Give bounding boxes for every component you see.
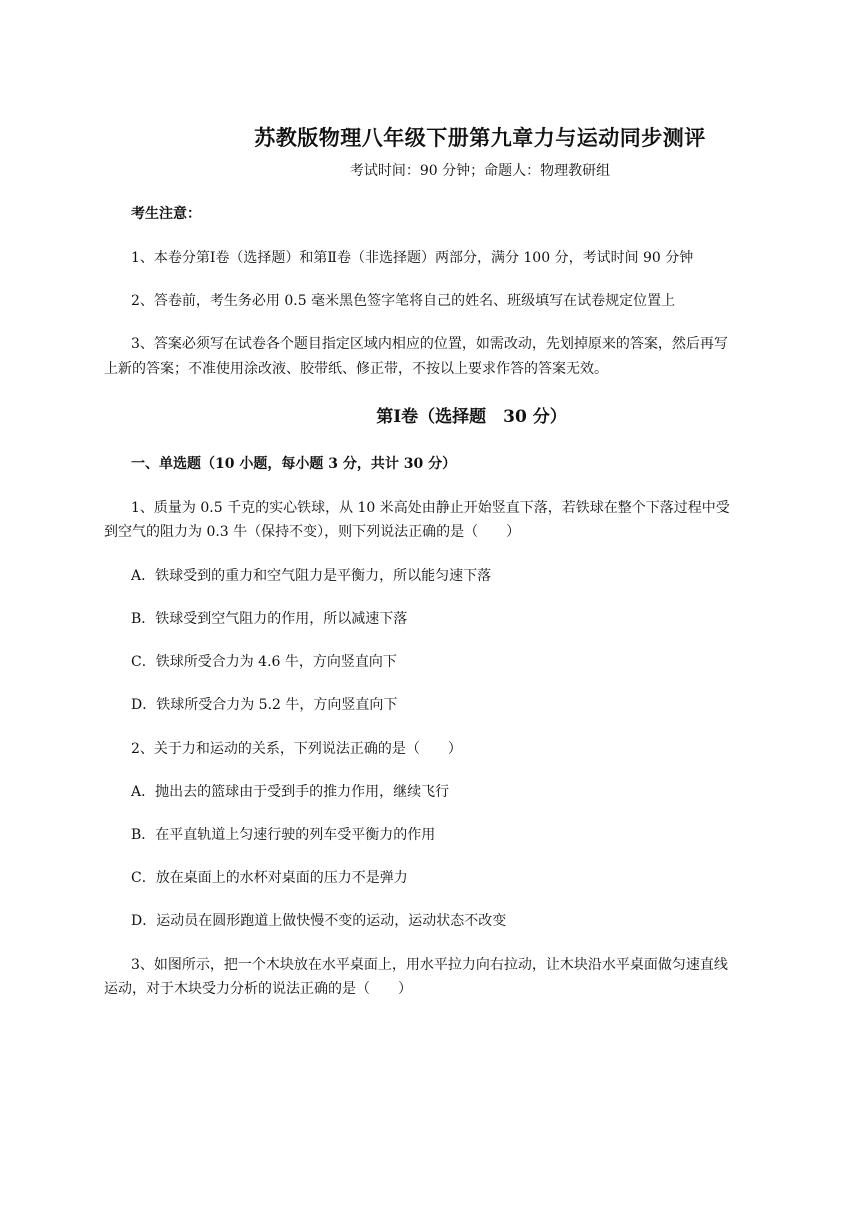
question-2-option-b: B．在平直轨道上匀速行驶的列车受平衡力的作用 xyxy=(131,827,436,843)
exam-subtitle: 考试时间：90 分钟；命题人：物理教研组 xyxy=(349,163,611,179)
notice-heading: 考生注意： xyxy=(131,206,201,222)
part-heading: 一、单选题（10 小题，每小题 3 分，共计 30 分） xyxy=(131,456,457,472)
question-1-stem-line-1: 1、质量为 0.5 千克的实心铁球，从 10 米高处由静止开始竖直下落，若铁球在整个下落过程中受 xyxy=(131,500,730,516)
notice-item-3-continued: 上新的答案；不准使用涂改液、胶带纸、修正带，不按以上要求作答的答案无效。 xyxy=(104,361,608,377)
notice-item-3: 3、答案必须写在试卷各个题目指定区域内相应的位置，如需改动，先划掉原来的答案，然后再写 xyxy=(131,336,728,352)
question-2-option-d: D．运动员在圆形跑道上做快慢不变的运动，运动状态不改变 xyxy=(131,913,507,929)
notice-item-1: 1、本卷分第Ⅰ卷（选择题）和第Ⅱ卷（非选择题）两部分，满分 100 分，考试时间 90 分钟 xyxy=(131,250,694,266)
question-1-option-c: C．铁球所受合力为 4.6 牛，方向竖直向下 xyxy=(131,654,397,670)
question-1-option-b: B．铁球受到空气阻力的作用，所以减速下落 xyxy=(131,611,408,627)
question-1-option-d: D．铁球所受合力为 5.2 牛，方向竖直向下 xyxy=(131,697,398,713)
question-1-stem-line-2: 到空气的阻力为 0.3 牛（保持不变），则下列说法正确的是（ ） xyxy=(104,524,521,540)
question-1-option-a: A．铁球受到的重力和空气阻力是平衡力，所以能匀速下落 xyxy=(131,568,492,584)
question-3-stem-line-2: 运动，对于木块受力分析的说法正确的是（ ） xyxy=(104,981,412,997)
section-title: 第Ⅰ卷（选择题 30 分） xyxy=(376,407,567,427)
question-2-option-c: C．放在桌面上的水杯对桌面的压力不是弹力 xyxy=(131,870,408,886)
question-2-option-a: A．抛出去的篮球由于受到手的推力作用，继续飞行 xyxy=(131,784,450,800)
question-2-stem: 2、关于力和运动的关系，下列说法正确的是（ ） xyxy=(131,741,462,757)
exam-title: 苏教版物理八年级下册第九章力与运动同步测评 xyxy=(254,125,706,150)
question-3-stem-line-1: 3、如图所示，把一个木块放在水平桌面上，用水平拉力向右拉动，让木块沿水平桌面做匀速直线 xyxy=(131,957,728,973)
notice-item-2: 2、答卷前，考生务必用 0.5 毫米黑色签字笔将自己的姓名、班级填写在试卷规定位置上 xyxy=(131,293,676,309)
